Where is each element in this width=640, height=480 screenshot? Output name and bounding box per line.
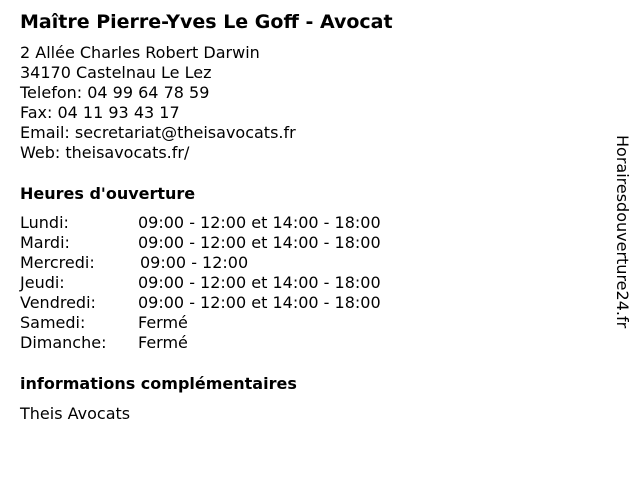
address-street: 2 Allée Charles Robert Darwin	[20, 43, 260, 62]
time-value: 09:00 - 12:00 et 14:00 - 18:00	[138, 273, 381, 292]
day-label: Mardi:	[20, 233, 70, 252]
time-value: 09:00 - 12:00 et 14:00 - 18:00	[138, 233, 381, 252]
website: Web: theisavocats.fr/	[20, 143, 190, 162]
phone-number: Telefon: 04 99 64 78 59	[20, 83, 210, 102]
hours-row-mardi	[20, 233, 381, 253]
site-watermark-label: Horairesdouverture24.fr	[613, 135, 632, 329]
hours-row-mercredi	[20, 253, 381, 273]
time-value: 09:00 - 12:00 et 14:00 - 18:00	[138, 213, 381, 232]
time-value: Fermé	[138, 333, 188, 352]
hours-row-dimanche	[20, 333, 381, 353]
extra-info-text: Theis Avocats	[20, 404, 131, 423]
time-value: 09:00 - 12:00 et 14:00 - 18:00	[138, 293, 381, 312]
time-value: 09:00 - 12:00	[140, 253, 249, 272]
hours-table	[20, 213, 381, 353]
day-label: Samedi:	[20, 313, 86, 332]
hours-row-samedi	[20, 313, 381, 333]
hours-row-lundi	[20, 213, 381, 233]
hours-row-jeudi	[20, 273, 381, 293]
day-label: Vendredi:	[20, 293, 96, 312]
day-label: Lundi:	[20, 213, 69, 232]
day-label: Mercredi:	[20, 253, 95, 272]
fax-number: Fax: 04 11 93 43 17	[20, 103, 180, 122]
contact-block	[20, 43, 296, 163]
page-title: Maître Pierre-Yves Le Goff - Avocat	[20, 11, 393, 33]
time-value: Fermé	[138, 313, 188, 332]
hours-heading: Heures d'ouverture	[20, 184, 196, 203]
address-city: 34170 Castelnau Le Lez	[20, 63, 212, 82]
extra-info-heading: informations complémentaires	[20, 374, 297, 393]
day-label: Jeudi:	[20, 273, 65, 292]
hours-row-vendredi	[20, 293, 381, 313]
email-address: Email: secretariat@theisavocats.fr	[20, 123, 296, 142]
day-label: Dimanche:	[20, 333, 107, 352]
